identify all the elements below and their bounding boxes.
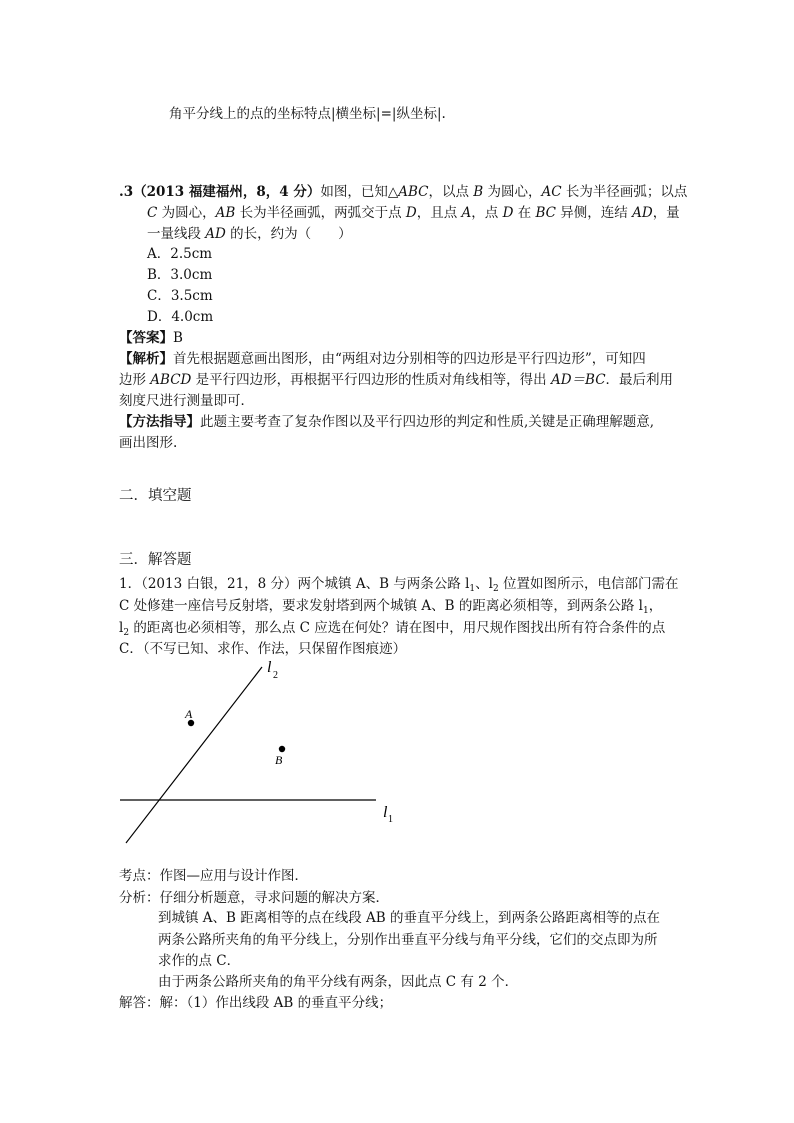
p1-sub: 1 [642,606,649,616]
kaodian-line [119,866,308,886]
fenxi-tag: 分析： [119,890,160,906]
q3-option-d: D．4.0cm [147,309,214,325]
kaodian-tag: 考点： [119,868,160,884]
q3-text: 边形 [119,372,151,388]
method-tag: 【方法指导】 [119,414,200,430]
p1-text: 、l [475,576,493,592]
q3-text: ，量 [652,205,680,221]
town-b-point [279,746,285,752]
q3-var: AB [215,205,236,221]
fenxi-line-3: 两条公路所夹角的角平分线上，分别作出垂直平分线与角平分线，它们的交点即为所 [158,932,658,948]
q3-number: .3 [119,184,134,200]
section-solve: 三．解答题 [119,552,192,568]
q3-var: BC [535,205,557,221]
q3-text: 如图，已知△ [320,184,399,200]
q3-var: AD [632,205,653,221]
fenxi-line-2: 到城镇 A、B 距离相等的点在线段 AB 的垂直平分线上，到两条公路距离相等的点在 [158,910,661,926]
p1-text: ， [648,598,663,614]
q3-var: D [405,205,417,221]
q3-var: A [461,205,472,221]
q3-source: （2013 福建福州，8，4 分） [133,184,321,200]
q3-var: AD [205,226,226,242]
road-l1-label: l [383,804,388,821]
q3-text: 在 [513,205,536,221]
q3-option-a: A．2.5cm [147,246,213,262]
town-a-label: A [185,707,193,721]
p1-sub: 2 [123,628,130,638]
answer-tag: 【答案】 [119,330,173,346]
q3-var: ABCD [150,372,192,388]
road-l2-label: l [267,659,272,676]
road-l1-subscript: 1 [388,814,393,825]
p1-text: C 处修建一座信号反射塔，要求发射塔到两个城镇 A、B 的距离必须相等，到两条公路 l [119,598,643,614]
q3-text: 的长，约为（ ） [225,226,352,242]
q3-text: 长为半径画弧，两弧交于点 [235,205,406,221]
solution-text: 作图—应用与设计作图． [159,868,308,884]
p1-text: l [119,620,124,636]
p1-text: 位置如图所示，电信部门需在 [498,576,679,592]
q3-text: 异侧，连结 [556,205,633,221]
q3-option-b: B．3.0cm [147,267,213,283]
p1-text: 的距离也必须相等，那么点 C 应选在何处？请在图中，用尺规作图找出所有符合条件的点 [129,620,666,636]
q3-var: B [473,184,484,200]
p1-sub: 2 [492,584,499,594]
p1-sub: 1 [469,584,476,594]
q3-text: 是平行四边形，再根据平行四边形的性质对角线相等，得出 [191,372,551,388]
p1-line-4: C．（不写已知、求作、作法，只保留作图痕迹） [119,641,407,657]
q3-text: 为圆心， [157,205,216,221]
q3-var: ABC [398,184,429,200]
road-l2-line [126,667,262,843]
q3-text: ．最后利用 [605,372,674,388]
q3-var: C [147,205,158,221]
q3-text: ，以点 [428,184,474,200]
solution-text: 仔细分析题意，寻求问题的解决方案． [159,890,389,906]
town-b-label: B [275,753,283,767]
road-l2-subscript: 2 [273,670,278,681]
q3-method-line-2: 画出图形. [119,435,178,451]
section-fill-blank: 二．填空题 [119,488,192,504]
q3-option-c: C．3.5cm [147,288,213,304]
answer-value: B [173,330,183,346]
jieda-tag: 解答： [119,995,160,1011]
q3-analysis-line-3: 刻度尺进行测量即可． [119,393,254,409]
fenxi-line [119,888,389,908]
jieda-line [119,993,392,1013]
angle-bisector-note: 角平分线上的点的坐标特点|横坐标|=|纵坐标|. [169,106,446,122]
solution-text: 解：（1）作出线段 AB 的垂直平分线； [159,995,393,1011]
analysis-tag: 【解析】 [119,351,173,367]
q3-text: 此题主要考查了复杂作图以及平行四边形的判定和性质,关键是正确理解题意, [200,414,655,430]
q3-text: ，且点 [416,205,462,221]
q3-text: 一量线段 [147,226,206,242]
fenxi-line-4: 求作的点 C． [158,953,241,969]
p1-text: 1．（2013 白银，21，8 分）两个城镇 A、B 与两条公路 l [119,576,470,592]
q3-text: 为圆心， [483,184,542,200]
q3-var: D [502,205,514,221]
q3-text: ，点 [471,205,503,221]
q3-var: AD＝BC [550,372,606,388]
q3-var: AC [541,184,562,200]
q3-text: 首先根据题意画出图形，由“两组对边分别相等的四边形是平行四边形”，可知四 [173,351,646,367]
q3-text: 长为半径画弧；以点 [561,184,688,200]
fenxi-line-5: 由于两条公路所夹角的角平分线有两条，因此点 C 有 2 个． [158,974,519,990]
